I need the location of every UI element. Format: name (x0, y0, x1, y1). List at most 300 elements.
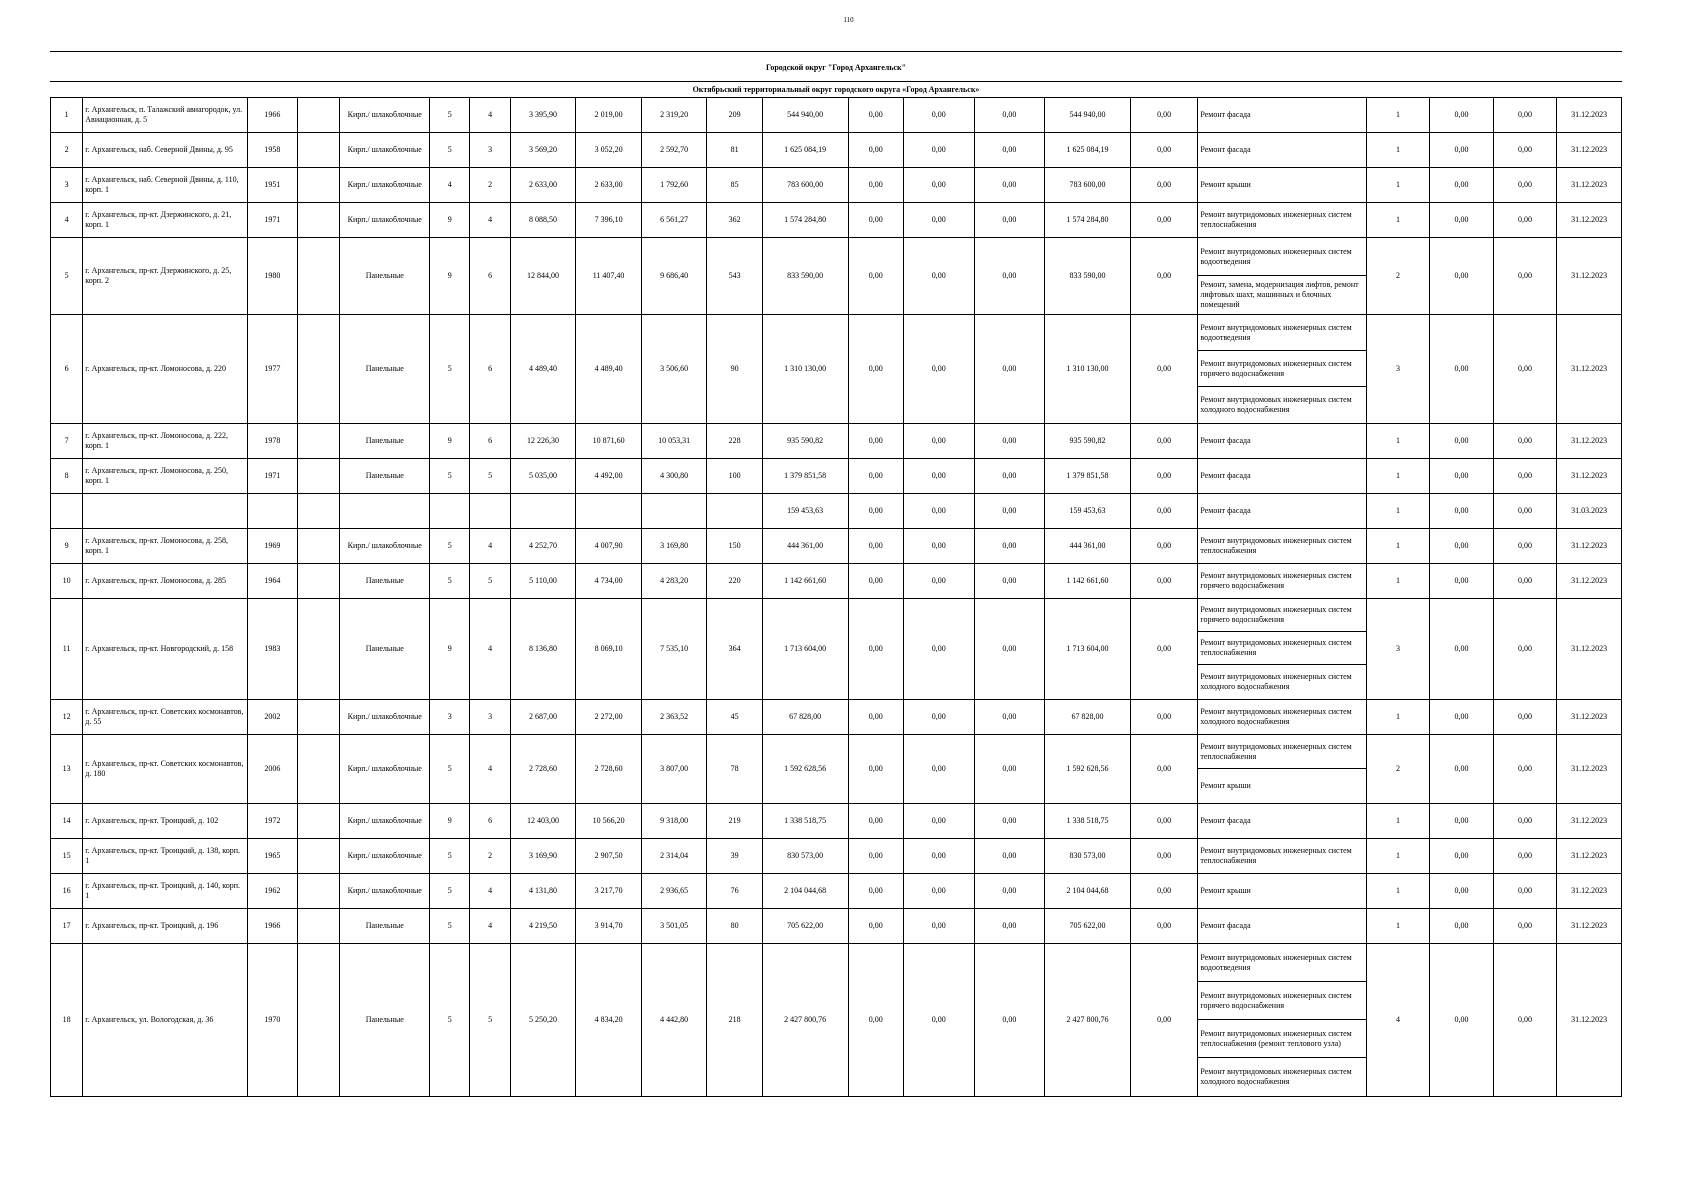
cell-works-count: 1 (1366, 98, 1430, 133)
cell-c2: 0,00 (903, 238, 974, 315)
cell-work-type: Ремонт внутридомовых инженерных систем горячего водоснабжения (1198, 599, 1366, 632)
cell-work-type: Ремонт внутридомовых инженерных систем теплоснабжения (1198, 735, 1366, 769)
cell-c1: 0,00 (848, 735, 903, 804)
cell-floors: 5 (430, 133, 470, 168)
cell-blank (298, 700, 340, 735)
cell-cost-total: 1 713 604,00 (762, 599, 848, 700)
cell-w2: 0,00 (1493, 944, 1557, 1097)
cell-area-total (510, 494, 576, 529)
cell-c4: 705 622,00 (1045, 909, 1131, 944)
cell-blank (298, 944, 340, 1097)
cell-w1: 0,00 (1430, 874, 1494, 909)
cell-year: 1971 (247, 203, 297, 238)
cell-c3: 0,00 (974, 735, 1045, 804)
table-row (51, 494, 1622, 529)
cell-floors: 9 (430, 599, 470, 700)
cell-cost-total: 1 592 628,56 (762, 735, 848, 804)
cell-wall: Панельные (340, 944, 430, 1097)
cell-area-total: 4 252,70 (510, 529, 576, 564)
table-row (51, 804, 1622, 839)
cell-c3: 0,00 (974, 804, 1045, 839)
cell-c1: 0,00 (848, 315, 903, 424)
cell-entrances: 2 (470, 839, 510, 874)
cell-c1: 0,00 (848, 424, 903, 459)
cell-residents: 76 (707, 874, 762, 909)
cell-area-total: 8 088,50 (510, 203, 576, 238)
cell-year: 1983 (247, 599, 297, 700)
cell-area-total: 3 569,20 (510, 133, 576, 168)
cell-works-count: 1 (1366, 874, 1430, 909)
cell-w1: 0,00 (1430, 238, 1494, 315)
cell-c1: 0,00 (848, 599, 903, 700)
header-rule-top (50, 51, 1622, 52)
cell-works-count: 1 (1366, 564, 1430, 599)
cell-wall: Панельные (340, 909, 430, 944)
cell-c1: 0,00 (848, 564, 903, 599)
cell-w2: 0,00 (1493, 133, 1557, 168)
cell-c1: 0,00 (848, 874, 903, 909)
cell-date: 31.12.2023 (1557, 564, 1622, 599)
cell-year: 1966 (247, 98, 297, 133)
cell-year: 1978 (247, 424, 297, 459)
cell-residents: 100 (707, 459, 762, 494)
table-row (51, 98, 1622, 133)
cell-date: 31.12.2023 (1557, 804, 1622, 839)
table-row (51, 133, 1622, 168)
cell-blank (298, 203, 340, 238)
cell-area-living: 2 019,00 (576, 98, 642, 133)
table-row (51, 735, 1622, 769)
cell-c4: 833 590,00 (1045, 238, 1131, 315)
cell-date: 31.03.2023 (1557, 494, 1622, 529)
cell-area-total: 12 226,30 (510, 424, 576, 459)
cell-area-living: 3 217,70 (576, 874, 642, 909)
cell-w2: 0,00 (1493, 599, 1557, 700)
cell-entrances: 4 (470, 909, 510, 944)
cell-wall: Кирп./ шлакоблочные (340, 839, 430, 874)
cell-area-living: 3 052,20 (576, 133, 642, 168)
cell-c2: 0,00 (903, 168, 974, 203)
cell-c1: 0,00 (848, 238, 903, 315)
cell-w2: 0,00 (1493, 874, 1557, 909)
cell-c4: 935 590,82 (1045, 424, 1131, 459)
cell-c3: 0,00 (974, 238, 1045, 315)
cell-area-res: 9 686,40 (641, 238, 707, 315)
cell-num: 3 (51, 168, 83, 203)
cell-work-type: Ремонт крыши (1198, 769, 1366, 804)
cell-area-living: 7 396,10 (576, 203, 642, 238)
cell-area-living: 4 834,20 (576, 944, 642, 1097)
cell-num: 8 (51, 459, 83, 494)
cell-cost-total: 935 590,82 (762, 424, 848, 459)
cell-area-total: 4 131,80 (510, 874, 576, 909)
cell-area-total: 2 728,60 (510, 735, 576, 804)
cell-residents: 220 (707, 564, 762, 599)
cell-c3: 0,00 (974, 98, 1045, 133)
cell-blank (298, 735, 340, 804)
cell-wall: Панельные (340, 459, 430, 494)
table-row (51, 944, 1622, 982)
cell-c2: 0,00 (903, 98, 974, 133)
cell-residents: 45 (707, 700, 762, 735)
cell-work-type: Ремонт внутридомовых инженерных систем водоотведения (1198, 238, 1366, 276)
cell-c4: 2 104 044,68 (1045, 874, 1131, 909)
table-row (51, 839, 1622, 874)
cell-c1: 0,00 (848, 203, 903, 238)
cell-c1: 0,00 (848, 839, 903, 874)
cell-area-total: 4 489,40 (510, 315, 576, 424)
cell-work-type: Ремонт крыши (1198, 168, 1366, 203)
cell-year: 1980 (247, 238, 297, 315)
cell-work-type: Ремонт фасада (1198, 133, 1366, 168)
table-row (51, 315, 1622, 351)
cell-residents: 228 (707, 424, 762, 459)
cell-c5: 0,00 (1130, 700, 1198, 735)
cell-year: 1962 (247, 874, 297, 909)
cell-area-res: 6 561,27 (641, 203, 707, 238)
cell-blank (298, 564, 340, 599)
cell-works-count: 2 (1366, 735, 1430, 804)
cell-c2: 0,00 (903, 735, 974, 804)
cell-area-total: 3 169,90 (510, 839, 576, 874)
cell-w2: 0,00 (1493, 238, 1557, 315)
cell-works-count: 2 (1366, 238, 1430, 315)
cell-c2: 0,00 (903, 494, 974, 529)
sub-district-title: Октябрьский территориальный округ городского округа «Город Архангельск» (692, 85, 980, 94)
cell-cost-total: 2 104 044,68 (762, 874, 848, 909)
cell-work-type: Ремонт внутридомовых инженерных систем холодного водоснабжения (1198, 665, 1366, 700)
cell-blank (298, 599, 340, 700)
cell-entrances: 5 (470, 459, 510, 494)
cell-w2: 0,00 (1493, 98, 1557, 133)
cell-c2: 0,00 (903, 700, 974, 735)
cell-area-living: 10 871,60 (576, 424, 642, 459)
cell-c5: 0,00 (1130, 804, 1198, 839)
cell-w1: 0,00 (1430, 735, 1494, 804)
cell-c4: 1 142 661,60 (1045, 564, 1131, 599)
cell-c2: 0,00 (903, 909, 974, 944)
cell-floors: 3 (430, 700, 470, 735)
cell-area-res: 2 319,20 (641, 98, 707, 133)
cell-w1: 0,00 (1430, 700, 1494, 735)
cell-residents: 39 (707, 839, 762, 874)
cell-floors: 5 (430, 98, 470, 133)
cell-floors: 9 (430, 238, 470, 315)
cell-c2: 0,00 (903, 944, 974, 1097)
cell-area-res: 2 363,52 (641, 700, 707, 735)
cell-c3: 0,00 (974, 203, 1045, 238)
cell-area-res: 10 053,31 (641, 424, 707, 459)
cell-c1: 0,00 (848, 529, 903, 564)
address-program-table (50, 97, 1622, 1097)
header-rule-mid (50, 81, 1622, 82)
cell-date: 31.12.2023 (1557, 315, 1622, 424)
cell-area-total: 2 633,00 (510, 168, 576, 203)
cell-works-count: 3 (1366, 599, 1430, 700)
district-title: Городской округ "Город Архангельск" (765, 63, 907, 72)
cell-area-res: 7 535,10 (641, 599, 707, 700)
cell-c4: 1 338 518,75 (1045, 804, 1131, 839)
cell-c3: 0,00 (974, 133, 1045, 168)
cell-c3: 0,00 (974, 700, 1045, 735)
table-row (51, 700, 1622, 735)
cell-w2: 0,00 (1493, 804, 1557, 839)
cell-entrances: 6 (470, 804, 510, 839)
cell-c5: 0,00 (1130, 944, 1198, 1097)
cell-work-type: Ремонт внутридомовых инженерных систем теплоснабжения (1198, 529, 1366, 564)
cell-area-total: 8 136,80 (510, 599, 576, 700)
cell-works-count: 1 (1366, 700, 1430, 735)
cell-c2: 0,00 (903, 874, 974, 909)
cell-c5: 0,00 (1130, 564, 1198, 599)
cell-address: г. Архангельск, пр-кт. Советских космонавтов, д. 55 (83, 700, 247, 735)
cell-c2: 0,00 (903, 133, 974, 168)
cell-cost-total: 1 338 518,75 (762, 804, 848, 839)
cell-year: 1966 (247, 909, 297, 944)
cell-num: 4 (51, 203, 83, 238)
cell-area-living: 2 728,60 (576, 735, 642, 804)
cell-c3: 0,00 (974, 909, 1045, 944)
cell-area-total: 5 035,00 (510, 459, 576, 494)
cell-cost-total: 1 379 851,58 (762, 459, 848, 494)
cell-c4: 67 828,00 (1045, 700, 1131, 735)
cell-entrances: 5 (470, 564, 510, 599)
cell-area-total: 5 250,20 (510, 944, 576, 1097)
cell-w2: 0,00 (1493, 735, 1557, 804)
cell-area-res: 2 314,04 (641, 839, 707, 874)
cell-cost-total: 833 590,00 (762, 238, 848, 315)
cell-floors: 9 (430, 203, 470, 238)
cell-cost-total: 544 940,00 (762, 98, 848, 133)
cell-w2: 0,00 (1493, 494, 1557, 529)
cell-w1: 0,00 (1430, 529, 1494, 564)
cell-w2: 0,00 (1493, 700, 1557, 735)
cell-address: г. Архангельск, ул. Вологодская, д. 36 (83, 944, 247, 1097)
cell-residents: 150 (707, 529, 762, 564)
cell-date: 31.12.2023 (1557, 98, 1622, 133)
cell-area-res: 2 592,70 (641, 133, 707, 168)
cell-work-type: Ремонт внутридомовых инженерных систем водоотведения (1198, 315, 1366, 351)
cell-residents: 81 (707, 133, 762, 168)
cell-c3: 0,00 (974, 564, 1045, 599)
cell-area-res: 4 442,80 (641, 944, 707, 1097)
cell-date: 31.12.2023 (1557, 909, 1622, 944)
cell-w1: 0,00 (1430, 944, 1494, 1097)
cell-date: 31.12.2023 (1557, 529, 1622, 564)
cell-year: 2002 (247, 700, 297, 735)
table-row (51, 599, 1622, 632)
cell-year: 1969 (247, 529, 297, 564)
cell-area-living: 2 907,50 (576, 839, 642, 874)
cell-c4: 1 574 284,80 (1045, 203, 1131, 238)
cell-w1: 0,00 (1430, 424, 1494, 459)
cell-area-res: 9 318,00 (641, 804, 707, 839)
cell-cost-total: 783 600,00 (762, 168, 848, 203)
cell-c5: 0,00 (1130, 839, 1198, 874)
cell-address: г. Архангельск, наб. Северной Двины, д. 95 (83, 133, 247, 168)
cell-c3: 0,00 (974, 315, 1045, 424)
cell-c4: 1 713 604,00 (1045, 599, 1131, 700)
cell-c3: 0,00 (974, 529, 1045, 564)
cell-residents: 362 (707, 203, 762, 238)
table-row (51, 909, 1622, 944)
cell-works-count: 1 (1366, 529, 1430, 564)
cell-c3: 0,00 (974, 944, 1045, 1097)
cell-num: 2 (51, 133, 83, 168)
cell-w2: 0,00 (1493, 459, 1557, 494)
cell-wall (340, 494, 430, 529)
cell-date: 31.12.2023 (1557, 599, 1622, 700)
cell-c5: 0,00 (1130, 168, 1198, 203)
cell-year: 1965 (247, 839, 297, 874)
cell-residents: 219 (707, 804, 762, 839)
cell-year: 1951 (247, 168, 297, 203)
cell-work-type: Ремонт внутридомовых инженерных систем теплоснабжения (ремонт теплового узла) (1198, 1020, 1366, 1058)
cell-c2: 0,00 (903, 804, 974, 839)
cell-w2: 0,00 (1493, 839, 1557, 874)
cell-w1: 0,00 (1430, 564, 1494, 599)
cell-c1: 0,00 (848, 804, 903, 839)
cell-work-type: Ремонт фасада (1198, 909, 1366, 944)
cell-work-type: Ремонт, замена, модернизация лифтов, ремонт лифтовых шахт, машинных и блочных помещений (1198, 276, 1366, 315)
cell-entrances (470, 494, 510, 529)
cell-blank (298, 804, 340, 839)
cell-blank (298, 133, 340, 168)
cell-num: 5 (51, 238, 83, 315)
cell-work-type: Ремонт внутридомовых инженерных систем теплоснабжения (1198, 203, 1366, 238)
cell-c1: 0,00 (848, 133, 903, 168)
cell-date: 31.12.2023 (1557, 735, 1622, 804)
cell-works-count: 1 (1366, 203, 1430, 238)
cell-c1: 0,00 (848, 700, 903, 735)
cell-wall: Кирп./ шлакоблочные (340, 529, 430, 564)
cell-work-type: Ремонт фасада (1198, 98, 1366, 133)
cell-residents: 209 (707, 98, 762, 133)
cell-wall: Панельные (340, 424, 430, 459)
cell-c5: 0,00 (1130, 133, 1198, 168)
cell-year: 1964 (247, 564, 297, 599)
cell-c2: 0,00 (903, 564, 974, 599)
cell-address: г. Архангельск, наб. Северной Двины, д. 110, корп. 1 (83, 168, 247, 203)
cell-residents: 543 (707, 238, 762, 315)
cell-wall: Кирп./ шлакоблочные (340, 804, 430, 839)
cell-residents: 364 (707, 599, 762, 700)
cell-c3: 0,00 (974, 168, 1045, 203)
cell-w2: 0,00 (1493, 909, 1557, 944)
cell-entrances: 6 (470, 238, 510, 315)
cell-w2: 0,00 (1493, 315, 1557, 424)
cell-date: 31.12.2023 (1557, 839, 1622, 874)
cell-c3: 0,00 (974, 874, 1045, 909)
cell-work-type: Ремонт фасада (1198, 494, 1366, 529)
cell-cost-total: 1 574 284,80 (762, 203, 848, 238)
cell-blank (298, 874, 340, 909)
table-row (51, 459, 1622, 494)
table-row (51, 238, 1622, 276)
cell-c1: 0,00 (848, 494, 903, 529)
cell-work-type: Ремонт фасада (1198, 459, 1366, 494)
cell-address: г. Архангельск, пр-кт. Троицкий, д. 102 (83, 804, 247, 839)
cell-address: г. Архангельск, пр-кт. Троицкий, д. 196 (83, 909, 247, 944)
cell-date: 31.12.2023 (1557, 424, 1622, 459)
cell-c5: 0,00 (1130, 238, 1198, 315)
cell-work-type: Ремонт фасада (1198, 804, 1366, 839)
table-row (51, 529, 1622, 564)
cell-wall: Кирп./ шлакоблочные (340, 133, 430, 168)
cell-date: 31.12.2023 (1557, 459, 1622, 494)
cell-entrances: 3 (470, 133, 510, 168)
cell-date: 31.12.2023 (1557, 700, 1622, 735)
cell-w1: 0,00 (1430, 599, 1494, 700)
cell-num: 11 (51, 599, 83, 700)
cell-blank (298, 315, 340, 424)
cell-c4: 783 600,00 (1045, 168, 1131, 203)
cell-num: 17 (51, 909, 83, 944)
cell-work-type: Ремонт внутридомовых инженерных систем горячего водоснабжения (1198, 351, 1366, 387)
cell-works-count: 1 (1366, 909, 1430, 944)
cell-work-type: Ремонт фасада (1198, 424, 1366, 459)
cell-area-res: 2 936,65 (641, 874, 707, 909)
cell-wall: Кирп./ шлакоблочные (340, 203, 430, 238)
cell-entrances: 3 (470, 700, 510, 735)
cell-address: г. Архангельск, пр-кт. Ломоносова, д. 285 (83, 564, 247, 599)
cell-area-total: 5 110,00 (510, 564, 576, 599)
cell-c5: 0,00 (1130, 874, 1198, 909)
cell-year: 1958 (247, 133, 297, 168)
cell-floors: 4 (430, 168, 470, 203)
table-row (51, 874, 1622, 909)
cell-area-total: 4 219,50 (510, 909, 576, 944)
cell-w1: 0,00 (1430, 839, 1494, 874)
cell-c1: 0,00 (848, 168, 903, 203)
cell-num: 15 (51, 839, 83, 874)
cell-address: г. Архангельск, пр-кт. Ломоносова, д. 220 (83, 315, 247, 424)
table-row (51, 424, 1622, 459)
cell-area-living (576, 494, 642, 529)
cell-area-total: 12 403,00 (510, 804, 576, 839)
cell-area-res: 4 300,80 (641, 459, 707, 494)
cell-w1: 0,00 (1430, 315, 1494, 424)
cell-area-living: 2 633,00 (576, 168, 642, 203)
cell-cost-total: 1 310 130,00 (762, 315, 848, 424)
cell-works-count: 1 (1366, 804, 1430, 839)
cell-c3: 0,00 (974, 494, 1045, 529)
cell-area-total: 2 687,00 (510, 700, 576, 735)
cell-blank (298, 168, 340, 203)
cell-num: 13 (51, 735, 83, 804)
cell-area-living: 10 566,20 (576, 804, 642, 839)
cell-address: г. Архангельск, пр-кт. Новгородский, д. 158 (83, 599, 247, 700)
cell-c5: 0,00 (1130, 459, 1198, 494)
cell-entrances: 4 (470, 203, 510, 238)
cell-works-count: 1 (1366, 424, 1430, 459)
cell-blank (298, 839, 340, 874)
cell-c4: 1 625 084,19 (1045, 133, 1131, 168)
page-number: 110 (843, 16, 854, 24)
cell-date: 31.12.2023 (1557, 874, 1622, 909)
cell-num (51, 494, 83, 529)
cell-blank (298, 238, 340, 315)
cell-floors: 5 (430, 564, 470, 599)
cell-residents (707, 494, 762, 529)
cell-area-living: 4 492,00 (576, 459, 642, 494)
cell-entrances: 4 (470, 735, 510, 804)
cell-year (247, 494, 297, 529)
cell-address: г. Архангельск, пр-кт. Советских космонавтов, д. 180 (83, 735, 247, 804)
cell-w2: 0,00 (1493, 529, 1557, 564)
cell-floors: 5 (430, 315, 470, 424)
cell-area-living: 11 407,40 (576, 238, 642, 315)
